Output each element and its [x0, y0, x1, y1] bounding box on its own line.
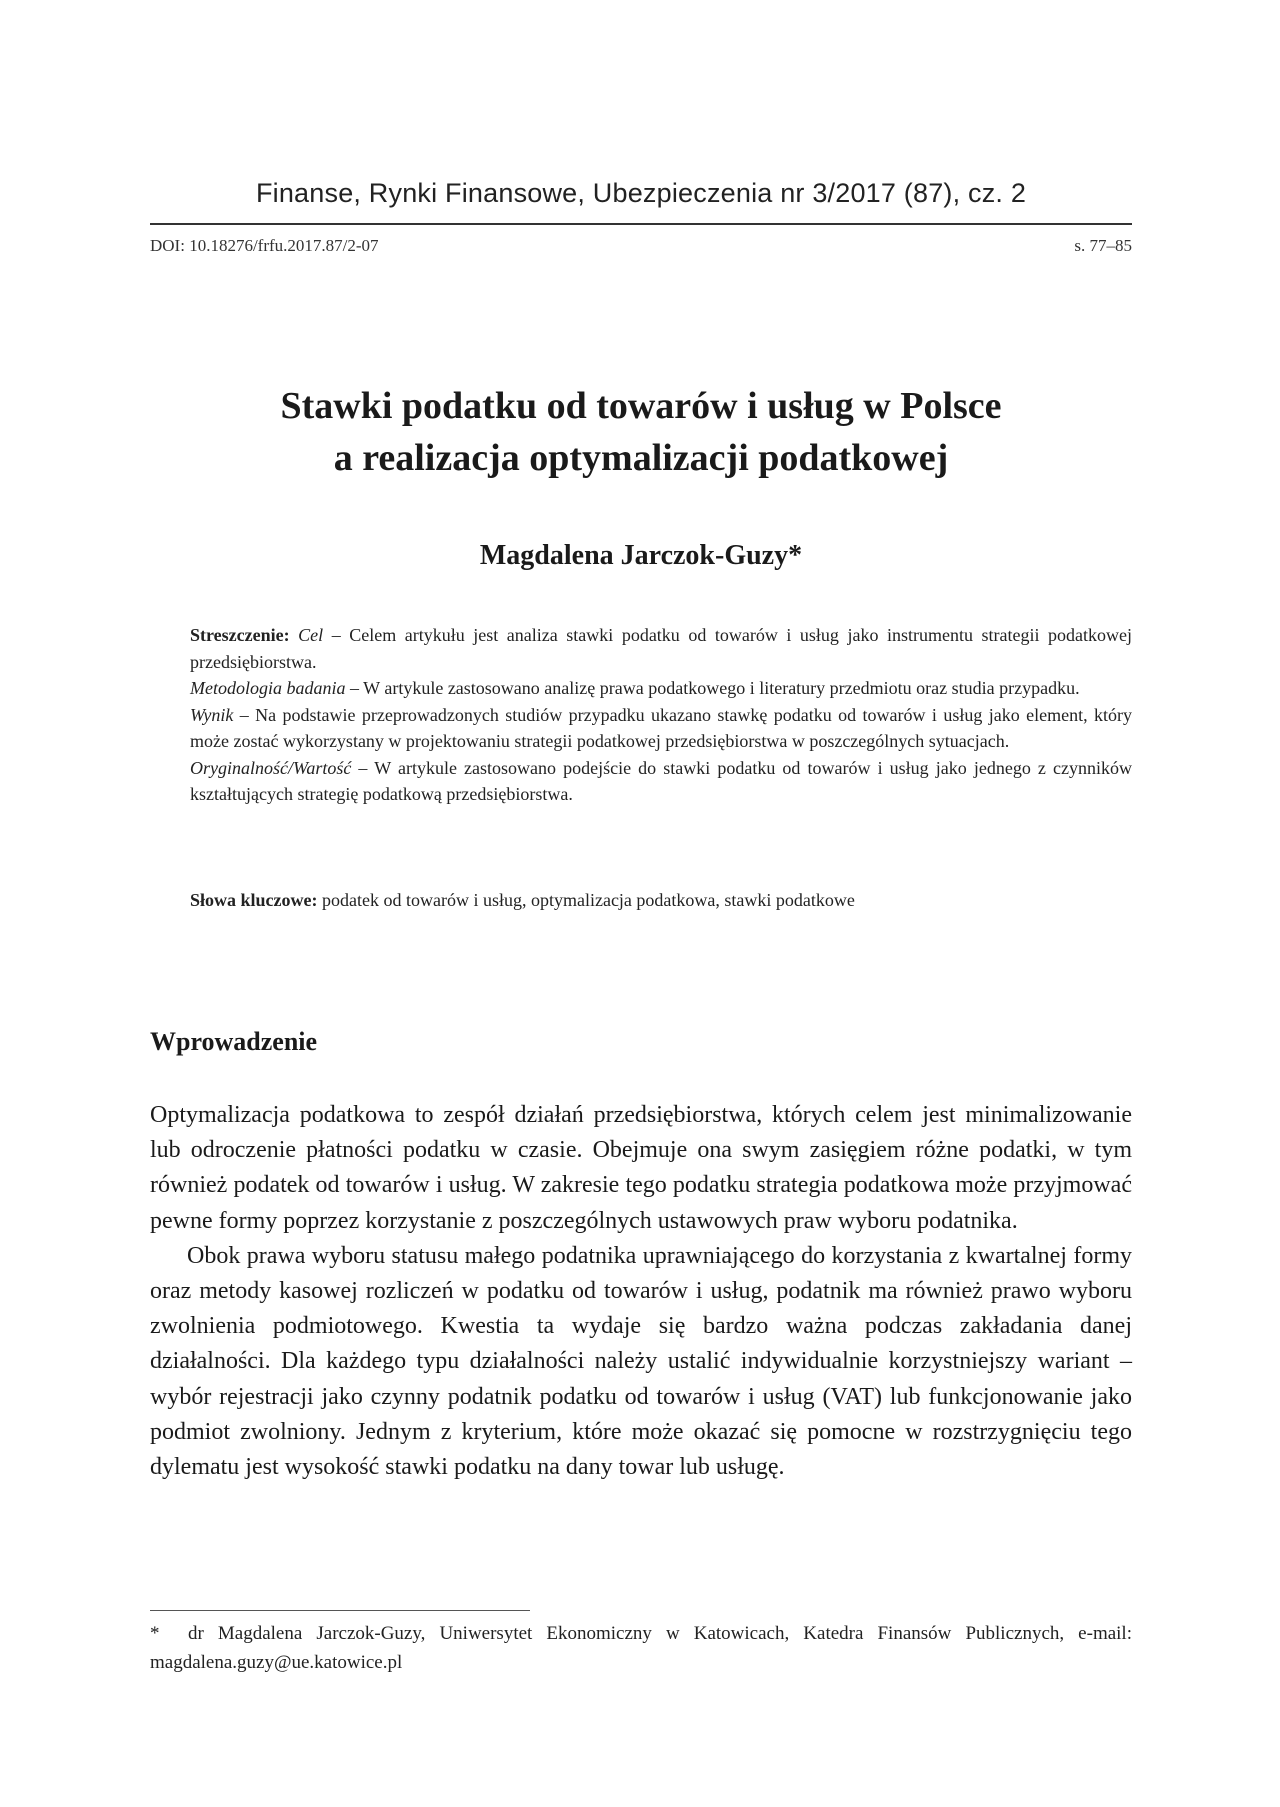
- method-label: Metodologia badania: [190, 678, 346, 698]
- paragraph-2: Obok prawa wyboru statusu małego podatnika uprawniającego do korzystania z kwartalnej formy oraz metody kasowej rozliczeń w podatku od towarów i usług, podatnik ma również prawo wyboru zwolnienia podmiotowego. Kwestia ta wydaje się bardzo ważna podczas zakładania danej działalności. Dla każdego typu działalności należy ustalić indywidualnie korzystniejszy wariant – wybór rejestracji jako czynny podatnik podatku od towarów i usług (VAT) lub funkcjonowanie jako podmiot zwolniony. Jednym z kryterium, które może okazać się pomocne w rozstrzygnięciu tego dylematu jest wysokość stawki podatku na dany towar lub usługę.: [150, 1242, 1132, 1481]
- article-title-line2: a realizacja optymalizacji podatkowej: [333, 437, 949, 479]
- section-heading: Wprowadzenie: [150, 1027, 318, 1056]
- footnote-rule: [150, 1610, 530, 1611]
- abstract-goal: [190, 622, 1132, 675]
- keywords: [190, 890, 1132, 911]
- abstract-method: [190, 675, 1132, 702]
- keywords-text: podatek od towarów i usług, optymalizacja podatkowa, stawki podatkowe: [317, 890, 855, 910]
- body-text: [150, 1098, 1132, 1485]
- page-range: s. 77–85: [1074, 236, 1132, 255]
- author: Magdalena Jarczok-Guzy*: [479, 540, 803, 571]
- article-title: [150, 380, 1132, 484]
- goal-text: – Celem artykułu jest analiza stawki podatku od towarów i usług jako instrumentu strategii podatkowej przedsiębiorstwa.: [190, 625, 1132, 672]
- footnote: [150, 1619, 1132, 1677]
- paragraph-1: Optymalizacja podatkowa to zespół działań przedsiębiorstwa, których celem jest minimalizowanie lub odroczenie płatności podatku w czasie. Obejmuje ona swym zasięgiem różne podatki, w tym również podatek od towarów i usług. W zakresie tego podatku strategia podatkowa może przyjmować pewne formy poprzez korzystanie z poszczególnych ustawowych praw wyboru podatnika.: [150, 1102, 1132, 1234]
- result-text: – Na podstawie przeprowadzonych studiów przypadku ukazano stawkę podatku od towarów i usług jako element, który może zostać wykorzystany w projektowaniu strategii podatkowej przedsiębiorstwa w poszczególnych sytuacjach.: [190, 704, 1132, 751]
- result-label: Wynik: [190, 704, 234, 725]
- abstract: [190, 622, 1132, 808]
- originality-label: Oryginalność/Wartość: [190, 757, 352, 778]
- footnote-mark: *: [150, 1623, 160, 1644]
- abstract-originality: [190, 755, 1132, 808]
- goal-label: Cel: [298, 625, 324, 645]
- article-title-line1: Stawki podatku od towarów i usług w Polsce: [280, 385, 1002, 427]
- originality-text: – W artykule zastosowano podejście do stawki podatku od towarów i usług jako jednego z czynników kształtujących strategię podatkową przedsiębiorstwa.: [190, 757, 1132, 804]
- method-text: – W artykule zastosowano analizę prawa podatkowego i literatury przedmiotu oraz studia przypadku.: [345, 678, 1080, 698]
- abstract-label: Streszczenie:: [190, 625, 290, 645]
- journal-header: Finanse, Rynki Finansowe, Ubezpieczenia nr 3/2017 (87), cz. 2: [255, 178, 1027, 208]
- keywords-label: Słowa kluczowe:: [190, 890, 318, 910]
- abstract-result: [190, 702, 1132, 755]
- doi: DOI: 10.18276/frfu.2017.87/2-07: [150, 236, 379, 255]
- header-rule: [150, 223, 1132, 225]
- footnote-text: dr Magdalena Jarczok-Guzy, Uniwersytet Ekonomiczny w Katowicach, Katedra Finansów Publicznych, e-mail: magdalena.guzy@ue.katowice.pl: [150, 1623, 1132, 1673]
